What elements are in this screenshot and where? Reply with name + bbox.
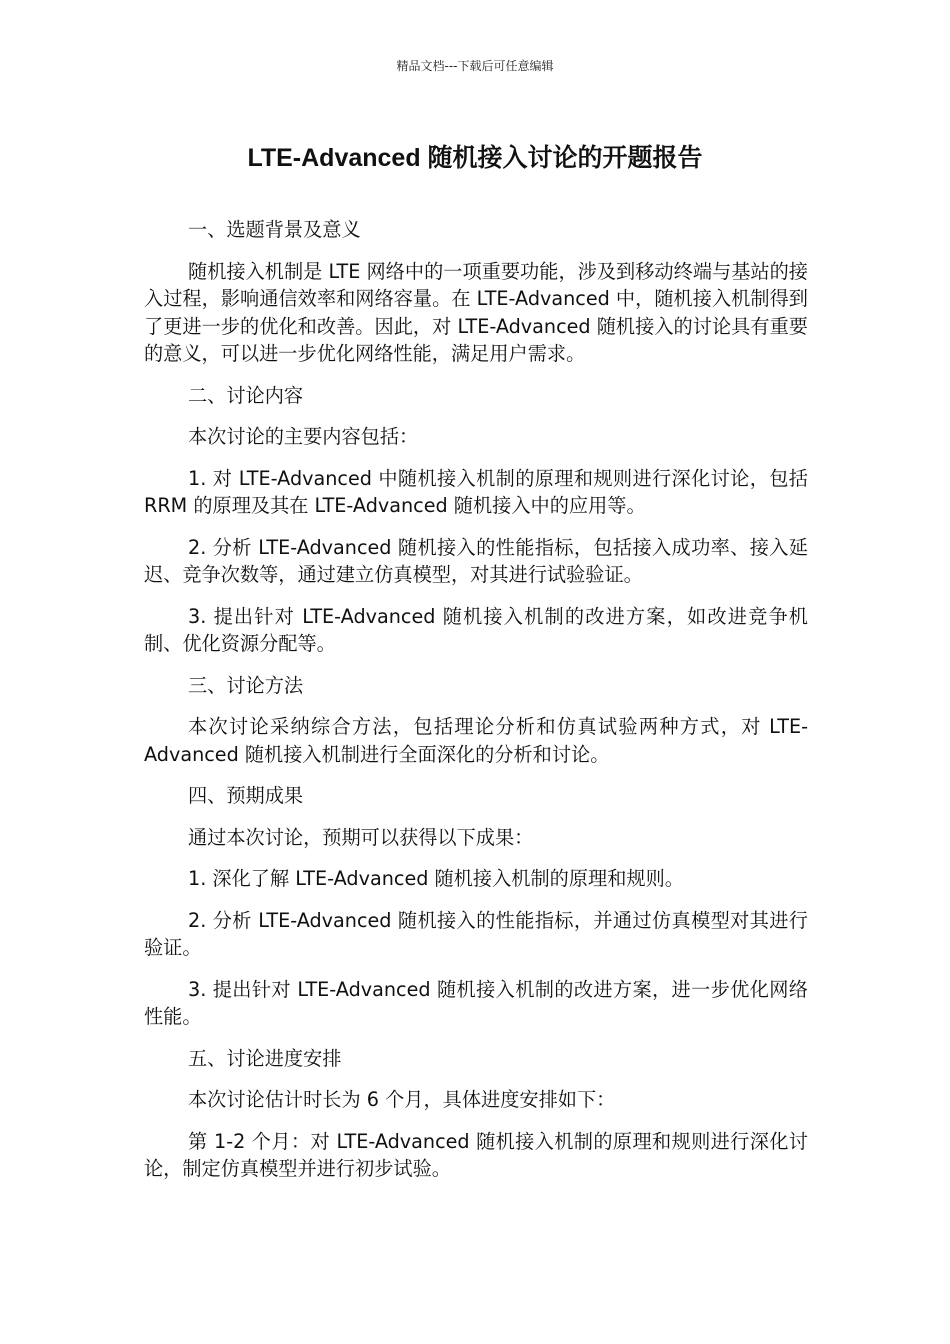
section-heading-schedule: 五、讨论进度安排 [188,1046,342,1070]
list-item-results-3: 3. 提出针对 LTE-Advanced 随机接入机制的改进方案，进一步优化网络性能。 [144,977,808,1028]
section-heading-method: 三、讨论方法 [188,673,304,697]
list-item-content-1: 1. 对 LTE-Advanced 中随机接入机制的原理和规则进行深化讨论，包括 RRM 的原理及其在 LTE-Advanced 随机接入中的应用等。 [144,466,808,517]
paragraph-background: 随机接入机制是 LTE 网络中的一项重要功能，涉及到移动终端与基站的接入过程，影响通信效率和网络容量。在 LTE-Advanced 中，随机接入机制得到了更进一步的优化和改善。因此，对 LTE-Advanced 随机接入的讨论具有重要的意义，可以进一步优化网络性能，满足用户需求。 [144,259,808,365]
section-heading-content: 二、讨论内容 [188,383,304,407]
list-item-results-1: 1. 深化了解 LTE-Advanced 随机接入机制的原理和规则。 [188,867,684,890]
document-title: LTE-Advanced 随机接入讨论的开题报告 [247,144,703,172]
paragraph-schedule-intro: 本次讨论估计时长为 6 个月，具体进度安排如下： [188,1088,616,1111]
list-item-schedule-1: 第 1-2 个月：对 LTE-Advanced 随机接入机制的原理和规则进行深化讨论，制定仿真模型并进行初步试验。 [144,1129,808,1180]
list-item-results-2: 2. 分析 LTE-Advanced 随机接入的性能指标，并通过仿真模型对其进行验证。 [144,908,808,959]
section-heading-results: 四、预期成果 [188,784,304,807]
paragraph-method: 本次讨论采纳综合方法，包括理论分析和仿真试验两种方式，对 LTE-Advanced 随机接入机制进行全面深化的分析和讨论。 [144,715,808,766]
paragraph-results-intro: 通过本次讨论，预期可以获得以下成果： [188,825,534,849]
section-heading-background: 一、选题背景及意义 [188,218,361,241]
document-body [144,216,808,1197]
page-header: 精品文档---下载后可任意编辑 [396,59,554,73]
paragraph-content-intro: 本次讨论的主要内容包括： [188,425,419,448]
list-item-content-2: 2. 分析 LTE-Advanced 随机接入的性能指标，包括接入成功率、接入延迟、竞争次数等，通过建立仿真模型，对其进行试验验证。 [144,535,808,586]
list-item-content-3: 3. 提出针对 LTE-Advanced 随机接入机制的改进方案，如改进竞争机制、优化资源分配等。 [144,604,808,655]
